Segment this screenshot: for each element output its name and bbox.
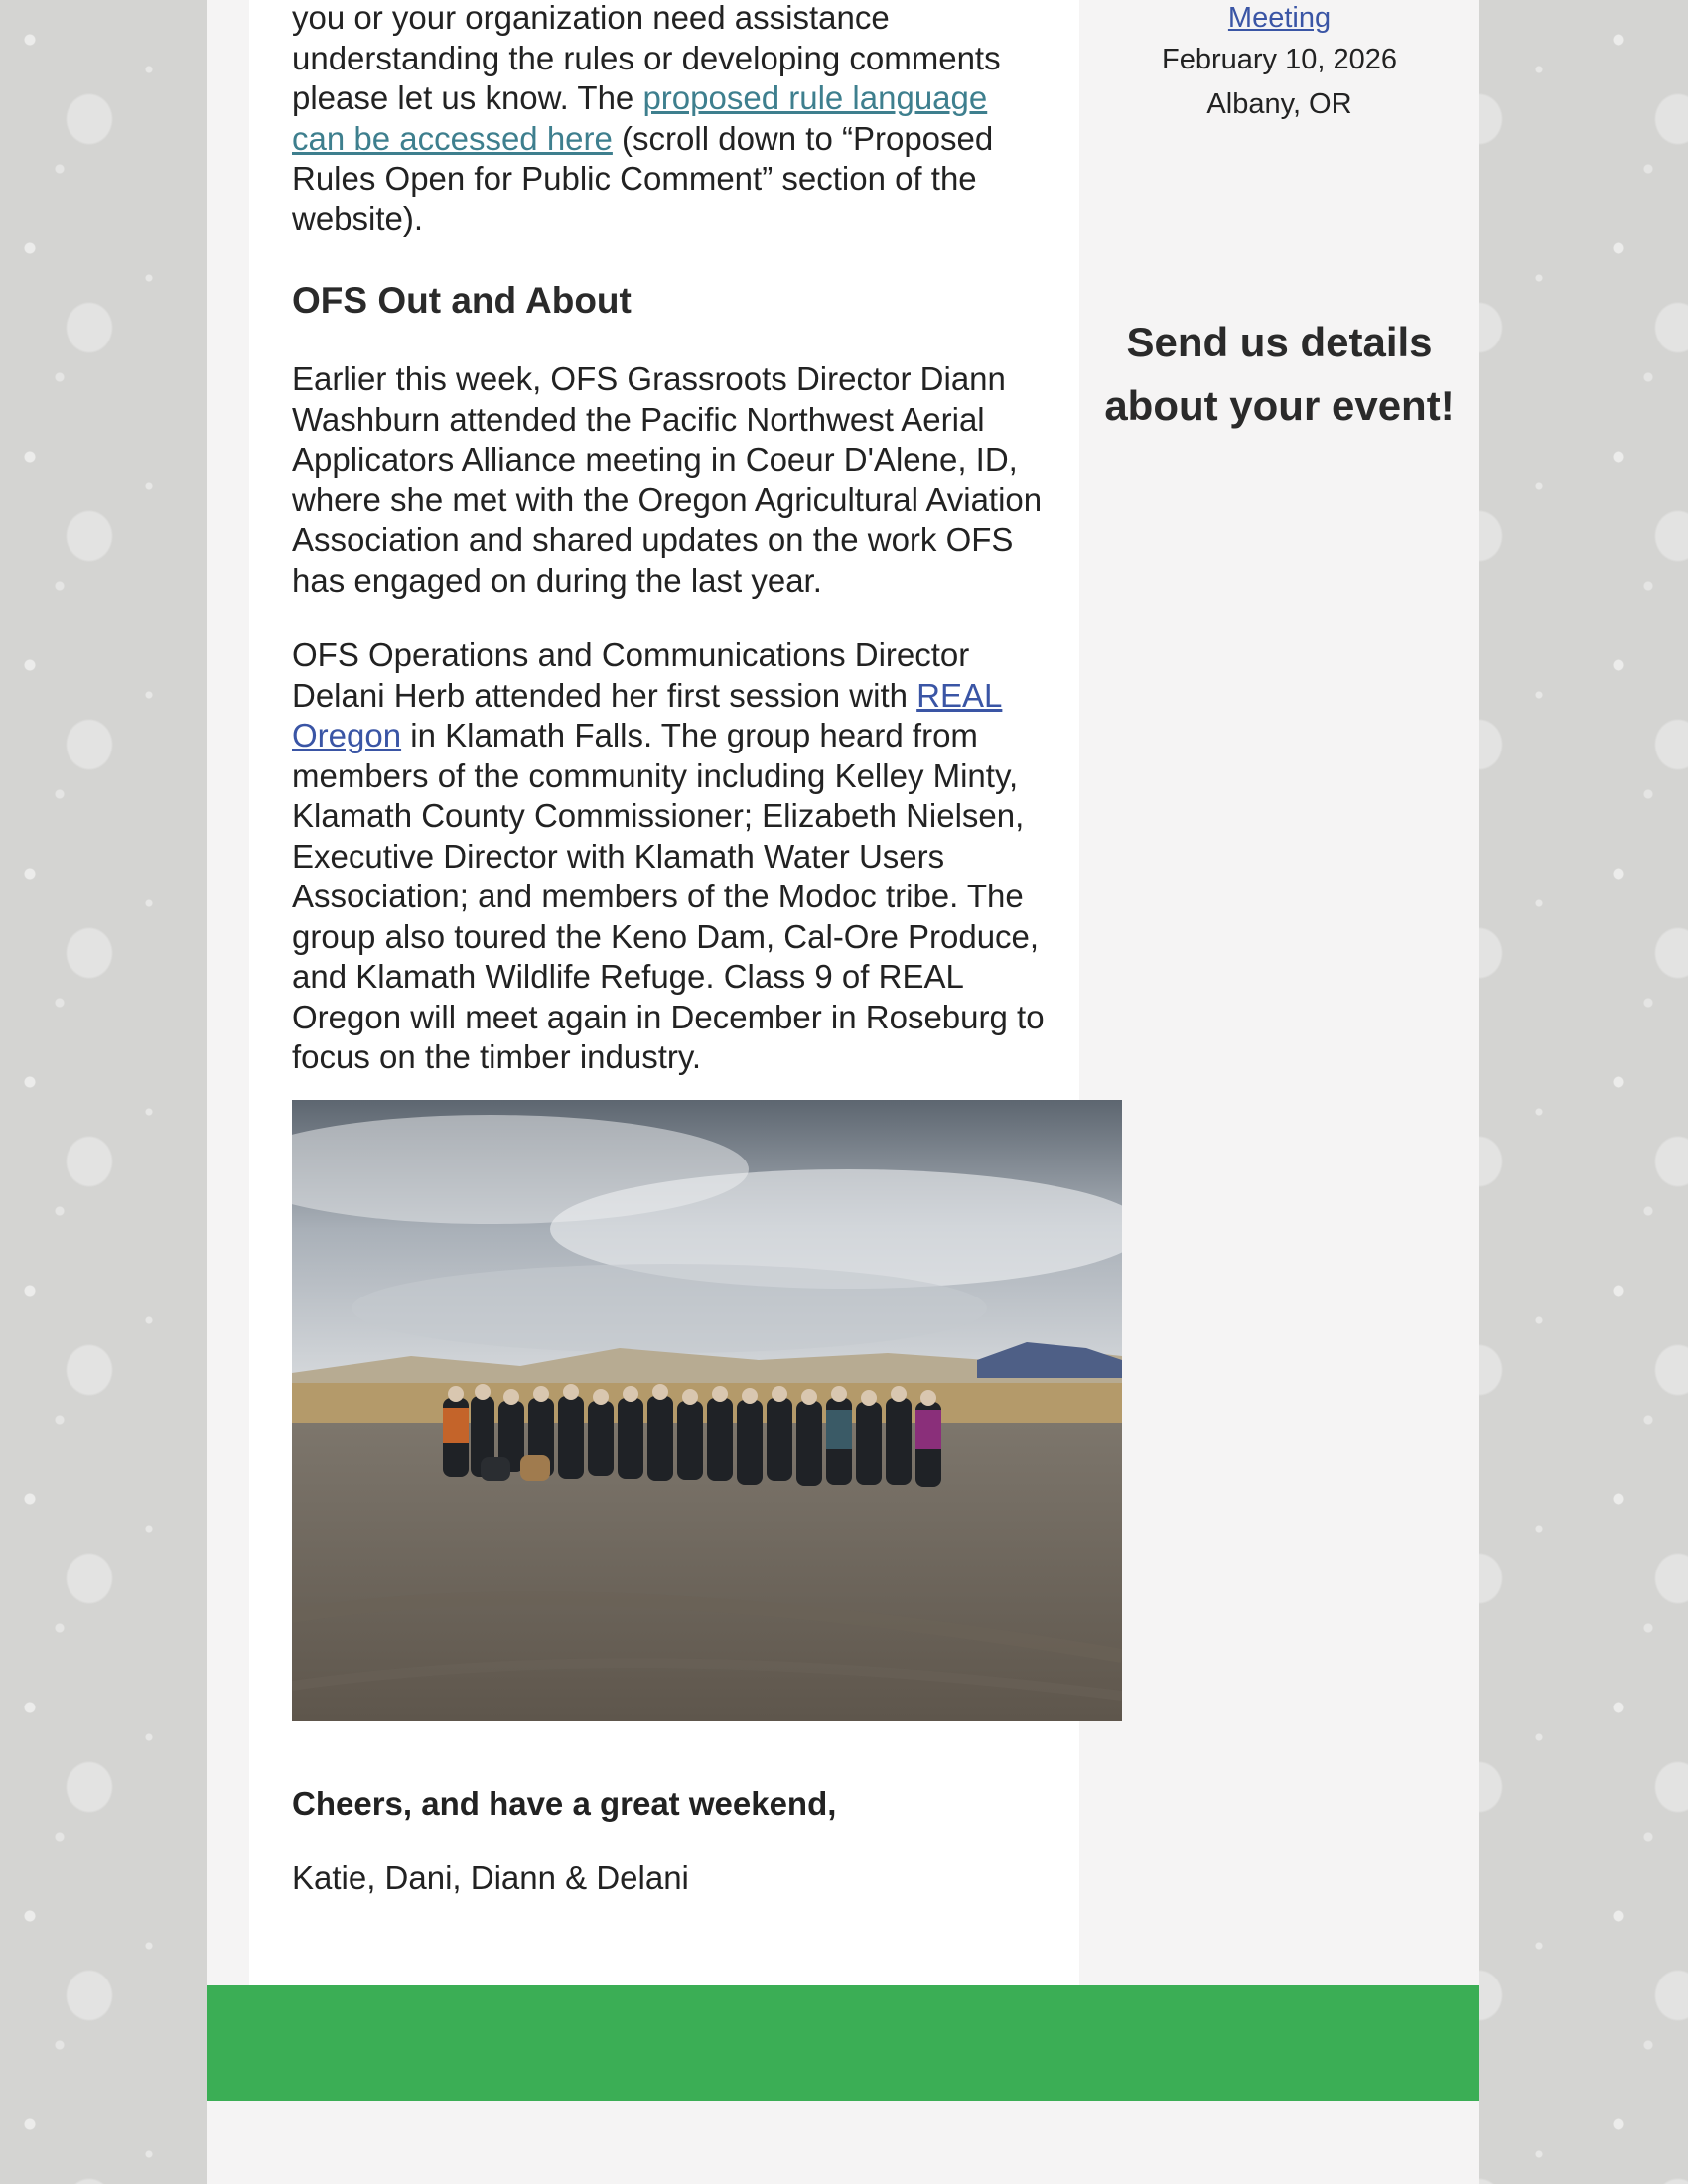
sidebar-column: [1079, 0, 1479, 1985]
proposed-rule-link[interactable]: proposed rule language can be accessed here: [292, 79, 988, 157]
newsletter-page: [207, 0, 1479, 2184]
event-meeting-link[interactable]: Meeting: [1227, 2, 1332, 34]
signoff-greeting: Cheers, and have a great weekend,: [292, 1785, 837, 1822]
paragraph-real-oregon: [292, 635, 1047, 1078]
paragraph-text-before: OFS Operations and Communications Director Delani Herb attended her first session with: [292, 636, 970, 714]
section-heading-out-and-about: OFS Out and About: [292, 280, 632, 321]
intro-text-before: you or your organization need assistance understanding the rules or developing comments please let us know. The: [292, 0, 1001, 116]
paragraph-text-after: in Klamath Falls. The group heard from members of the community including Kelley Minty, Klamath County Commissioner; Elizabeth Nielsen, Executive Director with Klamath Water Users Association; and members of the Modoc tribe. The group also toured the Keno Dam, Cal-Ore Produce, and Klamath Wildlife Refuge. Class 9 of REAL Oregon will meet again in December in Roseburg to focus on the timber industry.: [292, 717, 1045, 1075]
group-photo: [292, 1100, 1122, 1721]
event-date: February 10, 2026: [1162, 44, 1397, 75]
event-item: [1079, 0, 1479, 36]
footer-band: [207, 1985, 1479, 2101]
send-event-details-cta: Send us details about your event!: [1104, 319, 1455, 429]
intro-text-after: (scroll down to “Proposed Rules Open for Public Comment” section of the website).: [292, 119, 994, 237]
intro-paragraph: [292, 0, 1047, 239]
signoff-names: Katie, Dani, Diann & Delani: [292, 1859, 689, 1896]
paragraph-grassroots: Earlier this week, OFS Grassroots Director Diann Washburn attended the Pacific Northwest Aerial Applicators Alliance meeting in Coeur D'Alene, ID, where she met with the Oregon Agricultural Aviation Association and shared updates on the work OFS has engaged on during the last year.: [292, 360, 1043, 599]
main-content-column: [249, 0, 1079, 1985]
real-oregon-link[interactable]: REAL Oregon: [292, 676, 1003, 753]
event-location: Albany, OR: [1206, 88, 1352, 120]
